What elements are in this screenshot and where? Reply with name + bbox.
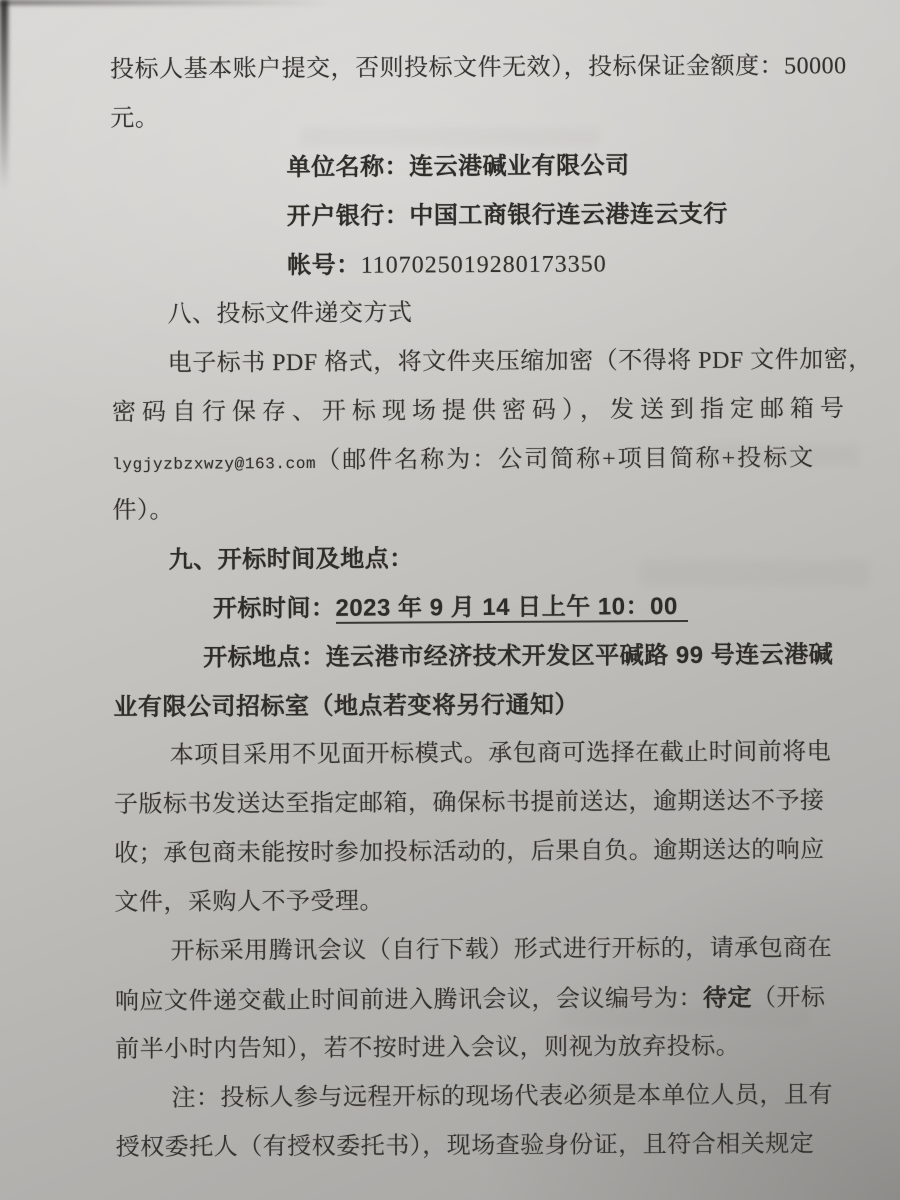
account-label: 帐号：	[287, 251, 361, 280]
mode-paragraph-line-1: 本项目采用不见面开标模式。承包商可选择在截止时间前将电	[169, 739, 832, 769]
mode-paragraph-line-2: 子版标书发送达至指定邮箱，确保标书提前送达，逾期送达不予接	[113, 788, 825, 818]
note-line-2: 授权委托人（有授权委托书），现场查验身份证，且符合相关规定	[115, 1131, 815, 1161]
bank-name-line: 开户银行：中国工商银行连云港连云支行	[286, 200, 728, 231]
opening-place-line-1: 开标地点：连云港市经济技术开发区平碱路 99 号连云港碱	[203, 641, 834, 672]
deposit-line-2: 元。	[110, 105, 160, 132]
unit-name-line: 单位名称：连云港碱业有限公司	[286, 152, 630, 182]
email-address: lygjyzbzxwzy@163.com	[112, 454, 317, 474]
meeting-line-2-text: 响应文件递交截止时间前进入腾讯会议，会议编号为：	[114, 985, 704, 1015]
deposit-line-1: 投标人基本账户提交，否则投标文件无效），投标保证金额度：50000	[110, 53, 847, 83]
opening-time-value: 2023 年 9 月 14 日上午 10：00	[335, 593, 687, 624]
section-8-line-3	[112, 434, 816, 487]
section-8-line-4: 件）。	[112, 497, 175, 524]
account-number-line	[111, 238, 811, 291]
photo-edge-shadow-top	[0, 0, 330, 5]
email-note: （邮件名称为：公司简称+项目简称+投标文	[316, 445, 816, 474]
opening-place-line-2: 业有限公司招标室（地点若变将另行通知）	[113, 691, 580, 721]
opening-time-line	[113, 581, 813, 634]
meeting-paragraph-line-3: 前半小时内告知），若不按时进入会议，则视为放弃投标。	[115, 1033, 741, 1063]
document-text-block	[110, 42, 873, 1173]
meeting-paragraph-line-1: 开标采用腾讯会议（自行下载）形式进行开标的，请承包商在	[170, 935, 833, 965]
section-9-title: 九、开标时间及地点：	[168, 545, 414, 574]
section-8-title: 八、投标文件递交方式	[167, 300, 413, 328]
account-number: 1107025019280173350	[360, 251, 607, 279]
meeting-line-2-tail: （开标	[751, 985, 826, 1012]
meeting-paragraph-line-2	[114, 973, 826, 1026]
meeting-id-pending: 待定	[702, 984, 753, 1012]
section-8-line-2: 密码自行保存、开标现场提供密码），发送到指定邮箱号	[111, 396, 850, 426]
opening-time-label: 开标时间：	[212, 594, 336, 623]
photo-edge-shadow	[0, 0, 8, 190]
mode-paragraph-line-3: 收；承包商未能按时参加投标活动的，后果自负。逾期送达的响应	[114, 837, 825, 867]
note-line-1: 注：投标人参与远程开标的现场代表必须是本单位人员，且有	[171, 1082, 834, 1112]
section-8-line-1: 电子标书 PDF 格式，将文件夹压缩加密（不得将 PDF 文件加密，	[167, 347, 873, 377]
mode-paragraph-line-4: 文件，采购人不予受理。	[114, 888, 385, 916]
